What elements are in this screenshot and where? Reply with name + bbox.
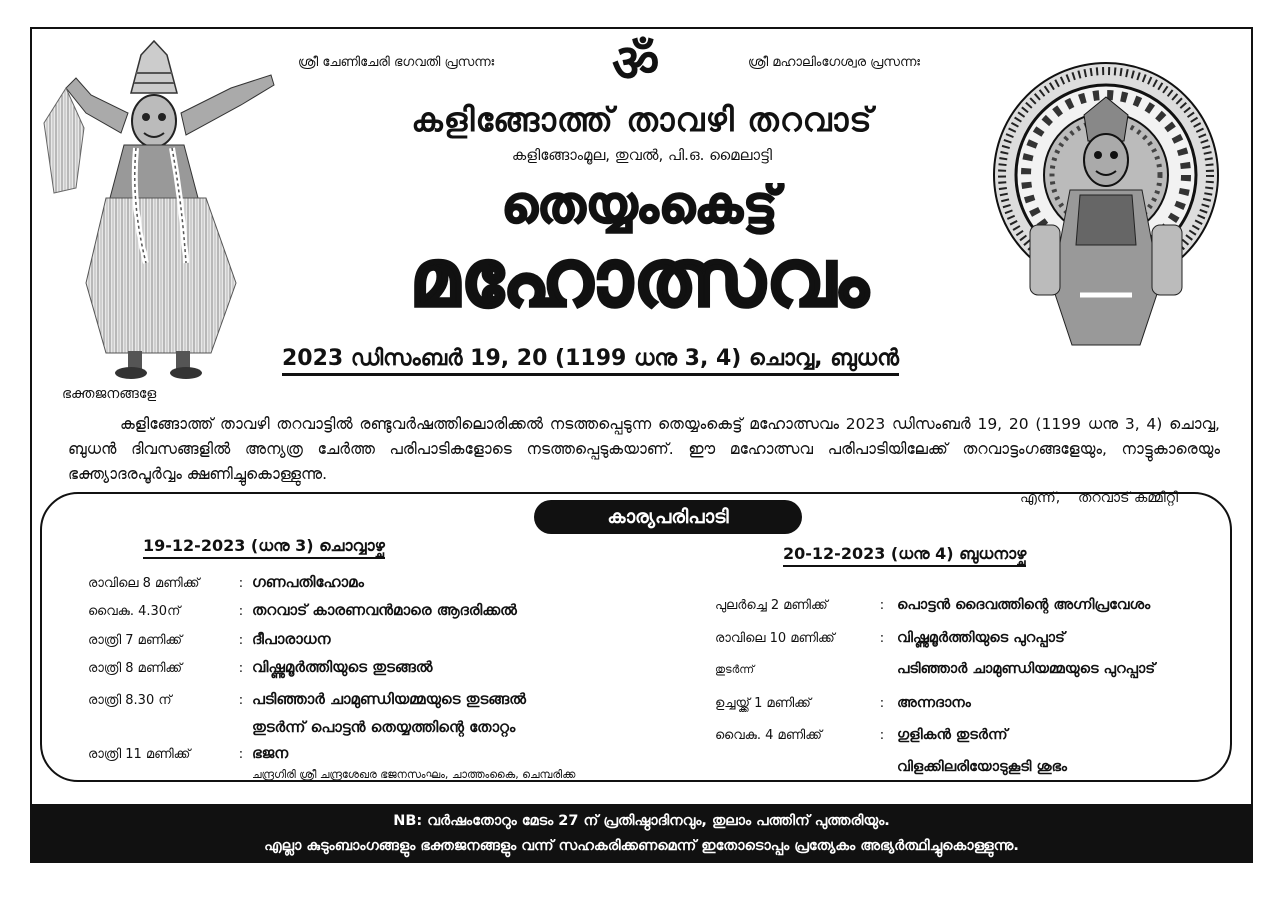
- time: രാവിലെ 8 മണിക്ക്: [88, 576, 200, 591]
- event-title-line1: തെയ്യംകെട്ട്: [501, 176, 779, 234]
- time: രാവിലെ 10 മണിക്ക്: [715, 631, 835, 646]
- day1-row: [88, 600, 517, 619]
- left-theyyam-image: [36, 33, 286, 383]
- separator: :: [879, 631, 885, 646]
- separator: :: [238, 604, 244, 619]
- time: വൈകു. 4 മണിക്ക്: [715, 728, 822, 743]
- event: അന്നദാനം: [897, 695, 971, 711]
- separator: :: [238, 693, 244, 708]
- event-title-line2: മഹോത്സവം: [410, 234, 870, 324]
- event: ഭജന: [252, 744, 289, 762]
- programme-heading: കാര്യപരിപാടി: [534, 500, 802, 534]
- time: രാത്രി 8 മണിക്ക്: [88, 661, 183, 676]
- footer-line2: എല്ലാ കുടുംബാംഗങ്ങളും ഭക്തജനങ്ങളും വന്ന് സഹകരിക്കണമെന്ന് ഇതോടൊപ്പം പ്രത്യേകം അഭ്യർത്ഥിച്ചുകൊള്ളുന്നു.: [264, 838, 1019, 854]
- day2-row: [715, 658, 1155, 677]
- separator: :: [238, 633, 244, 648]
- salutation: ഭക്തജനങ്ങളേ: [62, 386, 157, 402]
- day1-row: [88, 743, 288, 762]
- footer-bar: [30, 804, 1253, 863]
- blessing-right: ശ്രീ മഹാലിംഗേശ്വര പ്രസന്നഃ: [748, 55, 920, 70]
- day1-row: [88, 572, 364, 591]
- day2-heading: 20-12-2023 (ധനു 4) ബുധനാഴ്ച: [783, 544, 1026, 567]
- time: പുലർച്ചെ 2 മണിക്ക്: [715, 598, 828, 613]
- day1-row: [88, 689, 526, 708]
- time: തുടർന്ന്: [715, 663, 755, 676]
- separator: :: [879, 598, 885, 613]
- event: പടിഞ്ഞാർ ചാമുണ്ഡിയമ്മയുടെ തുടങ്ങൽ: [252, 690, 526, 708]
- day1-heading: 19-12-2023 (ധനു 3) ചൊവ്വാഴ്ച: [143, 536, 385, 559]
- day2-row: [715, 756, 1067, 775]
- event: വിളക്കിലരിയോടുകൂടി ശുഭം: [897, 759, 1067, 775]
- event: പൊട്ടൻ ദൈവത്തിന്റെ അഗ്നിപ്രവേശം: [897, 597, 1151, 613]
- event: വിഷ്ണുമൂർത്തിയുടെ പുറപ്പാട്: [897, 630, 1065, 646]
- time: ഉച്ചയ്ക്ക് 1 മണിക്ക്: [715, 696, 811, 711]
- event: തുടർന്ന് പൊട്ടൻ തെയ്യത്തിന്റെ തോറ്റം: [252, 718, 516, 736]
- family-name: കളിങ്ങോത്ത് താവഴി തറവാട്: [411, 100, 873, 139]
- event: ദീപാരാധന: [252, 630, 331, 648]
- footer-line1: NB: വർഷംതോറും മേടം 27 ന് പ്രതിഷ്ഠാദിനവും, തുലാം പത്തിന് പുത്തരിയും.: [393, 813, 890, 829]
- event: വിഷ്ണുമൂർത്തിയുടെ തുടങ്ങൽ: [252, 658, 433, 676]
- day1-row: [88, 657, 433, 676]
- day2-row: [715, 692, 971, 711]
- time: രാത്രി 7 മണിക്ക്: [88, 633, 183, 648]
- day2-row: [715, 627, 1065, 646]
- separator: :: [879, 696, 885, 711]
- address: കളിങ്ങോംമൂല, തുവൽ, പി.ഒ. മൈലാട്ടി: [511, 146, 773, 164]
- event: പടിഞ്ഞാർ ചാമുണ്ഡിയമ്മയുടെ പുറപ്പാട്: [897, 661, 1156, 677]
- day1-row: [88, 717, 515, 736]
- day2-row: [715, 724, 1008, 743]
- bhajan-note: ചന്ദ്രഗിരി ശ്രീ ചന്ദ്രശേഖര ഭജനസംഘം, ചാത്തംകൈ, ചെമ്പരിക്ക: [252, 768, 576, 781]
- signoff: എന്ന്, തറവാട് കമ്മിറ്റി: [1020, 490, 1179, 506]
- separator: :: [238, 747, 244, 762]
- invitation-body: കളിങ്ങോത്ത് താവഴി തറവാട്ടിൽ രണ്ടുവർഷത്തിലൊരിക്കൽ നടത്തപ്പെടുന്ന തെയ്യംകെട്ട് മഹോത്സവം 2023 ഡിസംബർ 19, 20 (1199 ധനു 3, 4) ചൊവ്വ, ബുധൻ ദിവസങ്ങളിൽ അന്യത്ര ചേർത്ത പരിപാടികളോടെ നടത്തപ്പെടുകയാണ്. ഈ മഹോത്സവ പരിപാടിയിലേക്ക് തറവാട്ടംഗങ്ങളേയും, നാട്ടുകാരെയും ഭക്ത്യാദരപൂർവ്വം ക്ഷണിച്ചുകൊള്ളുന്നു.: [68, 415, 1220, 483]
- time: വൈകു. 4.30ന്: [88, 604, 181, 619]
- right-theyyam-image: [990, 45, 1222, 350]
- om-symbol: ॐ: [612, 34, 660, 94]
- day1-row: [88, 629, 331, 648]
- day2-row: [715, 594, 1150, 613]
- separator: :: [238, 661, 244, 676]
- event-date: 2023 ഡിസംബർ 19, 20 (1199 ധനു 3, 4) ചൊവ്വ, ബുധൻ: [282, 346, 899, 376]
- event: ഗണപതിഹോമം: [252, 573, 364, 591]
- time: രാത്രി 11 മണിക്ക്: [88, 747, 191, 762]
- time: രാത്രി 8.30 ന്: [88, 693, 172, 708]
- separator: :: [879, 728, 885, 743]
- blessing-left: ശ്രീ ചേണിചേരി ഭഗവതി പ്രസന്നഃ: [298, 55, 495, 70]
- event: തറവാട് കാരണവൻമാരെ ആദരിക്കൽ: [252, 601, 517, 619]
- event: ഗുളികൻ തുടർന്ന്: [897, 727, 1008, 743]
- separator: :: [238, 576, 244, 591]
